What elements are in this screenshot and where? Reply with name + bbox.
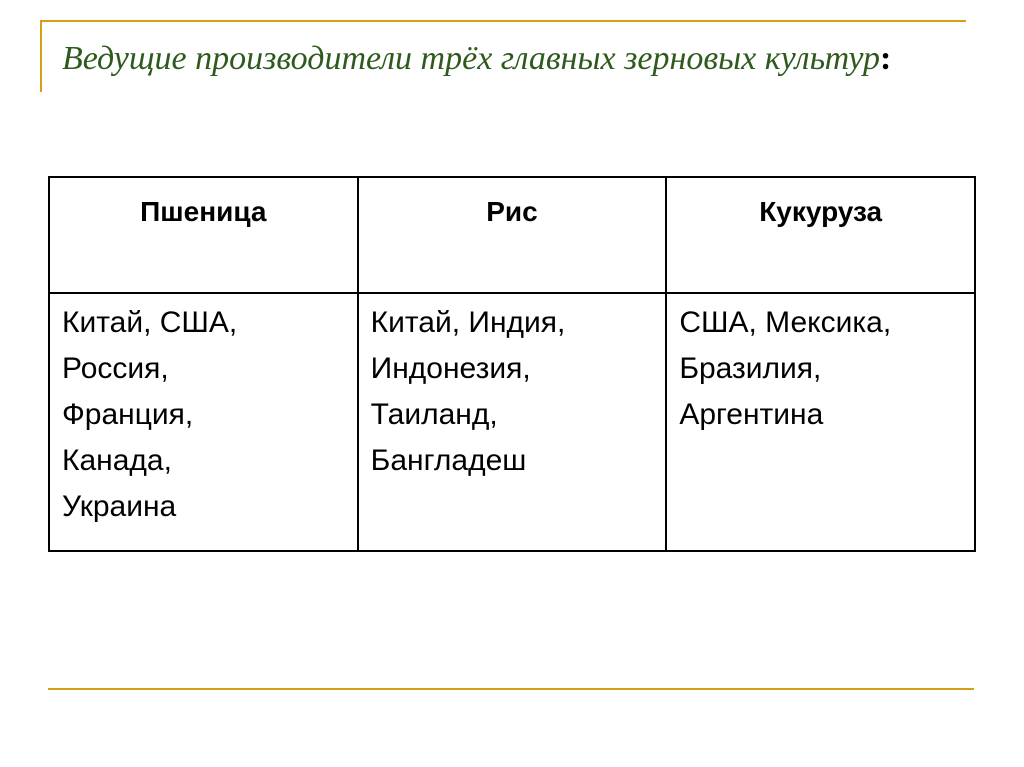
country-line: Аргентина (679, 398, 824, 431)
header-rice: Рис (358, 177, 667, 293)
country-line: Бангладеш (370, 444, 527, 477)
left-decor-line (40, 20, 42, 92)
country-line: Россия, (62, 352, 169, 385)
slide-title-text: Ведущие производители трёх главных зерновых культур (62, 40, 880, 77)
table-row (49, 293, 975, 551)
country-line: Китай, США, (62, 306, 238, 339)
country-line: Франция, (62, 398, 194, 431)
country-line: Индонезия, (370, 352, 531, 385)
cell-rice-producers (358, 293, 667, 551)
top-decor-line (40, 20, 966, 22)
country-line: Китай, Индия, (370, 306, 566, 339)
table-header-row (49, 177, 975, 293)
country-line: Бразилия, (679, 352, 822, 385)
bottom-decor-line (48, 688, 974, 690)
grain-producers-table (48, 176, 976, 552)
cell-wheat-producers (49, 293, 358, 551)
header-corn: Кукуруза (666, 177, 975, 293)
country-line: Канада, (62, 444, 172, 477)
country-line: Таиланд, (370, 398, 498, 431)
country-line: Украина (62, 490, 177, 523)
country-line: США, Мексика, (679, 306, 892, 339)
slide-title (62, 40, 891, 78)
cell-corn-producers (666, 293, 975, 551)
slide-title-colon: : (879, 40, 892, 77)
header-wheat: Пшеница (49, 177, 358, 293)
